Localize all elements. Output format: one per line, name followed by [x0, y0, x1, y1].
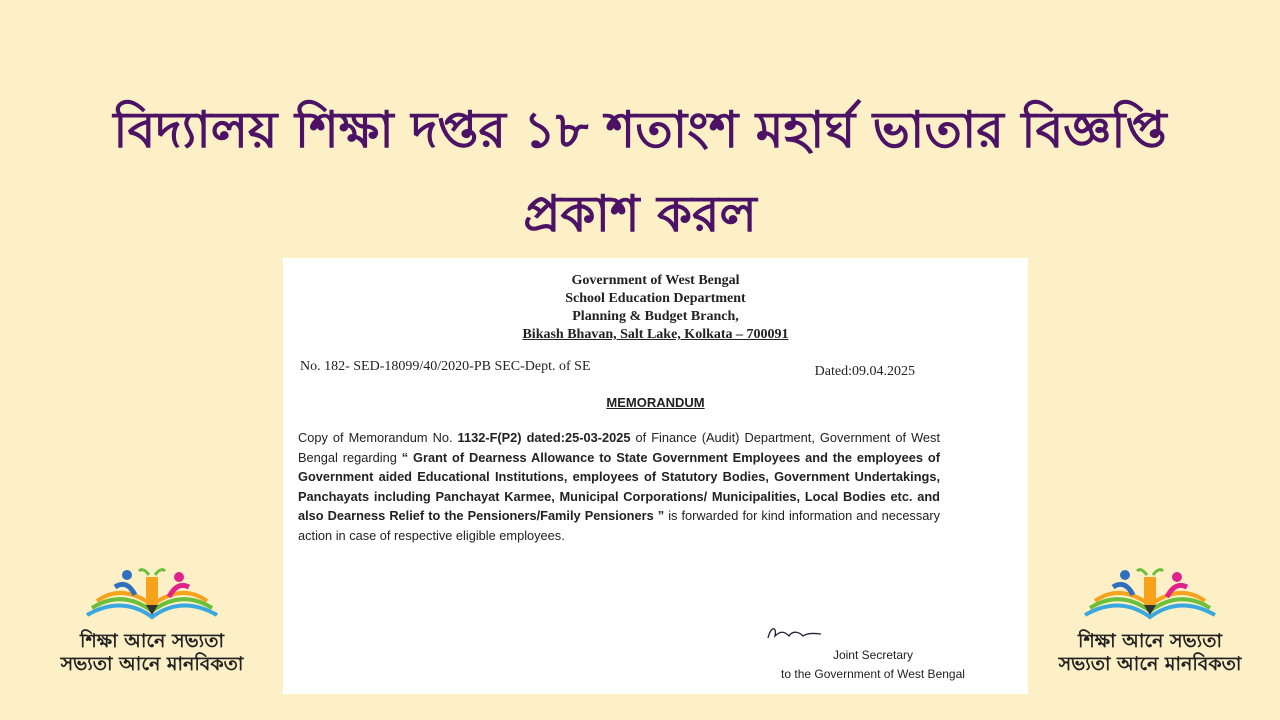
body-text: Copy of Memorandum No. — [298, 430, 458, 445]
book-pencil-icon — [1075, 565, 1225, 630]
signatory-title: Joint Secretary — [832, 648, 914, 662]
logo-left — [42, 565, 262, 676]
body-text: is forwarded for kind information and necessary action in case of respective eligible employees. — [298, 508, 941, 543]
memo-heading: MEMORANDUM — [606, 395, 705, 410]
letterhead-line: Planning & Budget Branch, — [572, 309, 739, 324]
logo-text-line-1: শিক্ষা আনে সভ্যতা — [1078, 630, 1222, 652]
logo-text-line-1: শিক্ষা আনে সভ্যতা — [80, 630, 224, 652]
memo-body — [298, 428, 940, 545]
body-bold: “ Grant of Dearness Allowance to State Government Employees and the employees of Government aided Educational Institutions, employees of Statutory Bodies, Government Undertakings, Panchayats including Panchayat Karmee, Municipal Corporations/ Municipalities, Local Bodies etc. and also Dearness Relief to the Pensioners/Family Pensioners ” — [298, 449, 940, 523]
letterhead — [283, 272, 1028, 344]
letterhead-address: Bikash Bhavan, Salt Lake, Kolkata – 700091 — [522, 327, 789, 342]
logo-text-line-2: সভ্যতা আনে মানবিকতা — [60, 653, 244, 675]
letterhead-line: Government of West Bengal — [571, 273, 740, 288]
signatory-office: to the Government of West Bengal — [781, 667, 965, 681]
letterhead-line: School Education Department — [565, 291, 746, 306]
body-text: of Finance (Audit) Department, Government of West Bengal regarding — [298, 430, 940, 465]
book-pencil-icon — [77, 565, 227, 630]
signature — [763, 624, 823, 644]
memorandum-document — [283, 258, 1028, 694]
body-bold: 1132-F(P2) dated:25-03-2025 — [457, 430, 631, 445]
headline-line-1: বিদ্যালয় শিক্ষা দপ্তর ১৮ শতাংশ মহার্ঘ ভাতার বিজ্ঞপ্তি — [113, 101, 1167, 159]
memo-number: No. 182- SED-18099/40/2020-PB SEC-Dept. of SE — [300, 359, 591, 374]
logo-text-line-2: সভ্যতা আনে মানবিকতা — [1058, 653, 1242, 675]
headline-line-2: প্রকাশ করল — [523, 185, 757, 243]
signatory — [283, 646, 1043, 684]
logo-right — [1040, 565, 1260, 676]
memo-date: Dated:09.04.2025 — [814, 364, 915, 379]
headline — [60, 88, 1220, 256]
